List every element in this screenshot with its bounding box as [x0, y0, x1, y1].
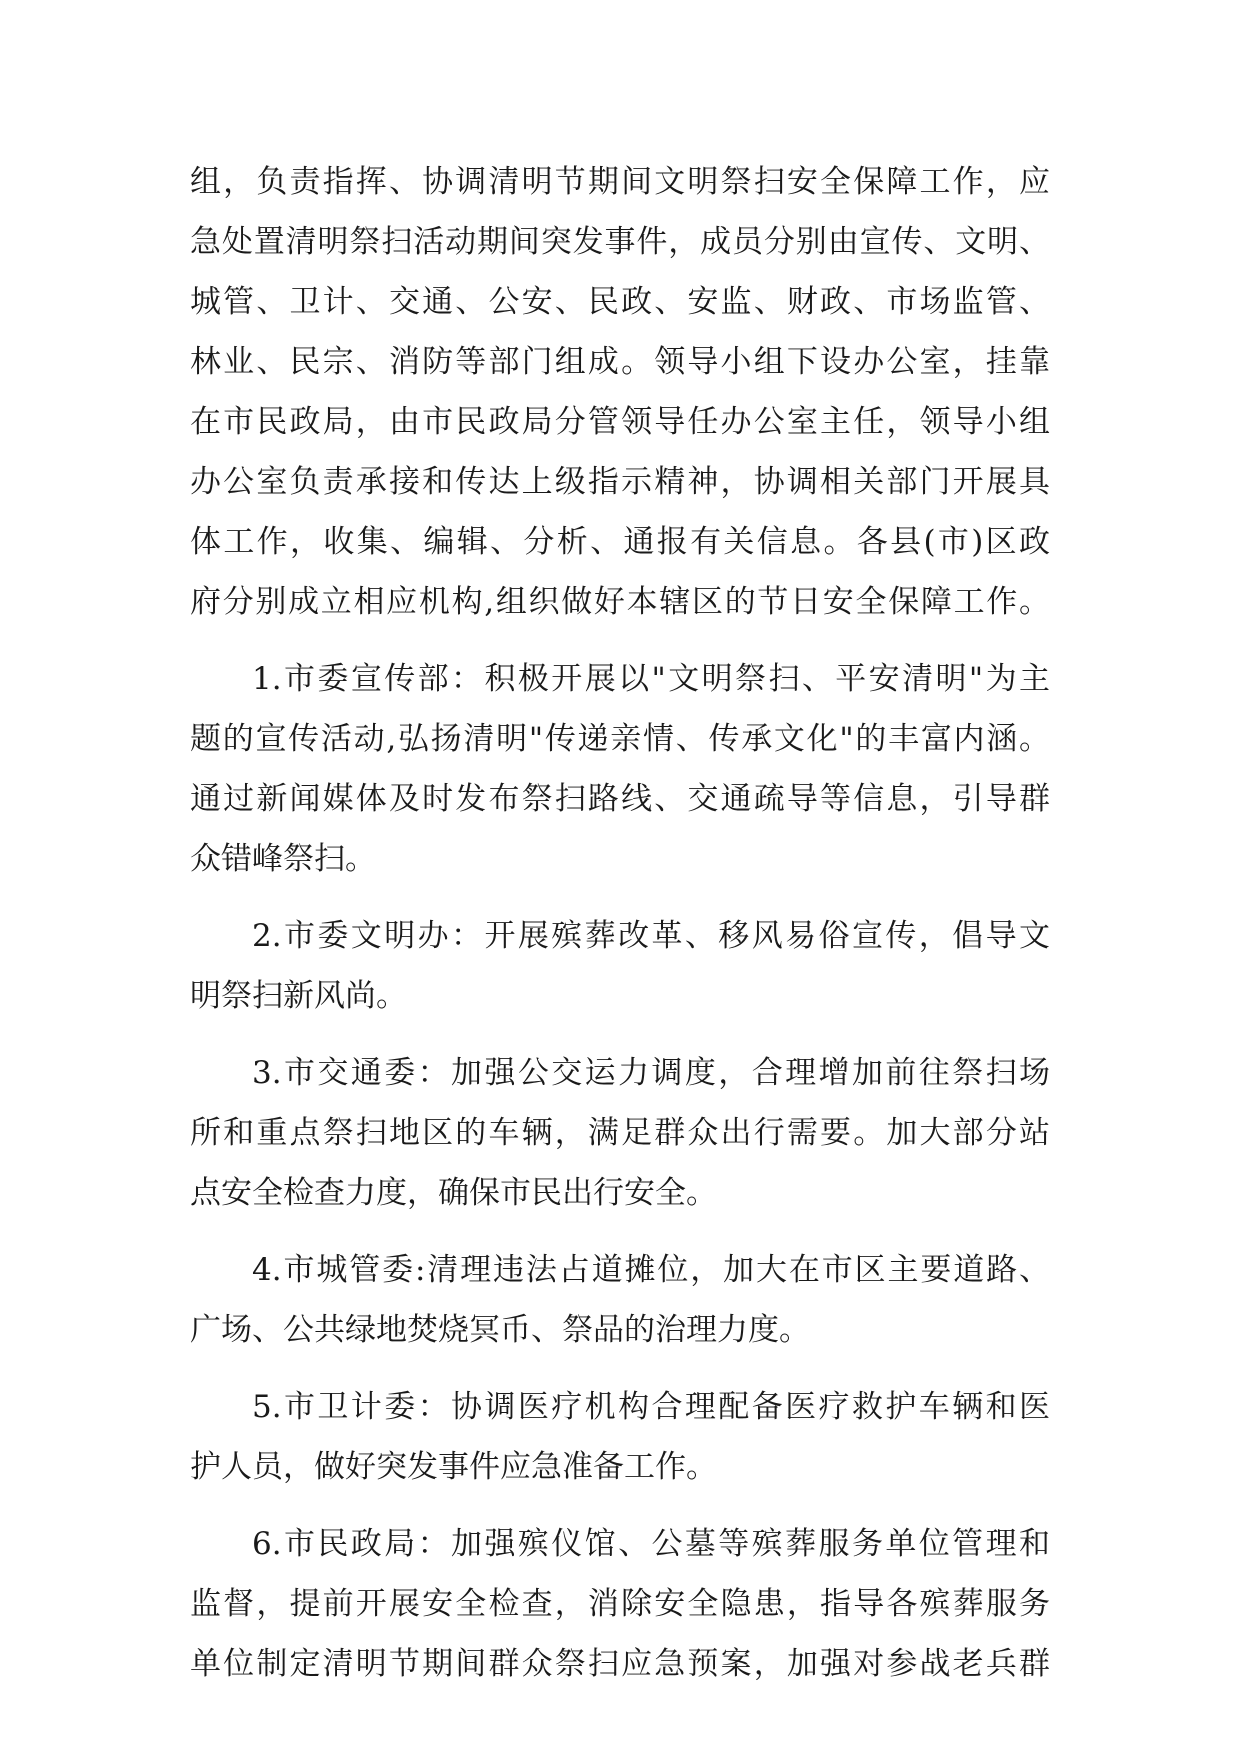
text-line: 明祭扫新风尚。: [190, 978, 407, 1014]
text-line: 在市民政局，由市民政局分管领导任办公室主任，领导小组: [190, 404, 1050, 440]
paragraph-item-2: [190, 906, 1050, 1026]
document-body: [190, 152, 1050, 1694]
text-line: 体工作，收集、编辑、分析、通报有关信息。各县(市)区政: [190, 524, 1050, 560]
text-line: 广场、公共绿地焚烧冥币、祭品的治理力度。: [190, 1312, 810, 1348]
text-line: 点安全检查力度，确保市民出行安全。: [190, 1175, 717, 1211]
paragraph-item-3: [190, 1043, 1050, 1223]
text-line: 急处置清明祭扫活动期间突发事件，成员分别由宣传、文明、: [190, 224, 1050, 260]
text-line: 所和重点祭扫地区的车辆，满足群众出行需要。加大部分站: [190, 1115, 1050, 1151]
text-line: 林业、民宗、消防等部门组成。领导小组下设办公室，挂靠: [190, 344, 1050, 380]
text-line: 府分别成立相应机构,组织做好本辖区的节日安全保障工作。: [190, 584, 1050, 620]
text-line: 3.市交通委：加强公交运力调度，合理增加前往祭扫场: [252, 1055, 1050, 1091]
text-line: 办公室负责承接和传达上级指示精神，协调相关部门开展具: [190, 464, 1050, 500]
text-line: 组，负责指挥、协调清明节期间文明祭扫安全保障工作，应: [190, 164, 1050, 200]
paragraph-item-5: [190, 1377, 1050, 1497]
text-line: 城管、卫计、交通、公安、民政、安监、财政、市场监管、: [190, 284, 1050, 320]
paragraph-item-6: [190, 1514, 1050, 1694]
text-line: 4.市城管委:清理违法占道摊位，加大在市区主要道路、: [252, 1252, 1050, 1288]
text-line: 题的宣传活动,弘扬清明"传递亲情、传承文化"的丰富内涵。: [190, 721, 1050, 757]
paragraph-intro: [190, 152, 1050, 632]
text-line: 通过新闻媒体及时发布祭扫路线、交通疏导等信息，引导群: [190, 781, 1050, 817]
text-line: 护人员，做好突发事件应急准备工作。: [190, 1449, 717, 1485]
text-line: 众错峰祭扫。: [190, 841, 376, 877]
text-line: 5.市卫计委：协调医疗机构合理配备医疗救护车辆和医: [252, 1389, 1050, 1425]
paragraph-item-1: [190, 649, 1050, 889]
text-line: 单位制定清明节期间群众祭扫应急预案，加强对参战老兵群: [190, 1646, 1050, 1682]
text-line: 监督，提前开展安全检查，消除安全隐患，指导各殡葬服务: [190, 1586, 1050, 1622]
text-line: 6.市民政局：加强殡仪馆、公墓等殡葬服务单位管理和: [252, 1526, 1050, 1562]
paragraph-item-4: [190, 1240, 1050, 1360]
text-line: 1.市委宣传部：积极开展以"文明祭扫、平安清明"为主: [252, 661, 1050, 697]
text-line: 2.市委文明办：开展殡葬改革、移风易俗宣传，倡导文: [252, 918, 1050, 954]
